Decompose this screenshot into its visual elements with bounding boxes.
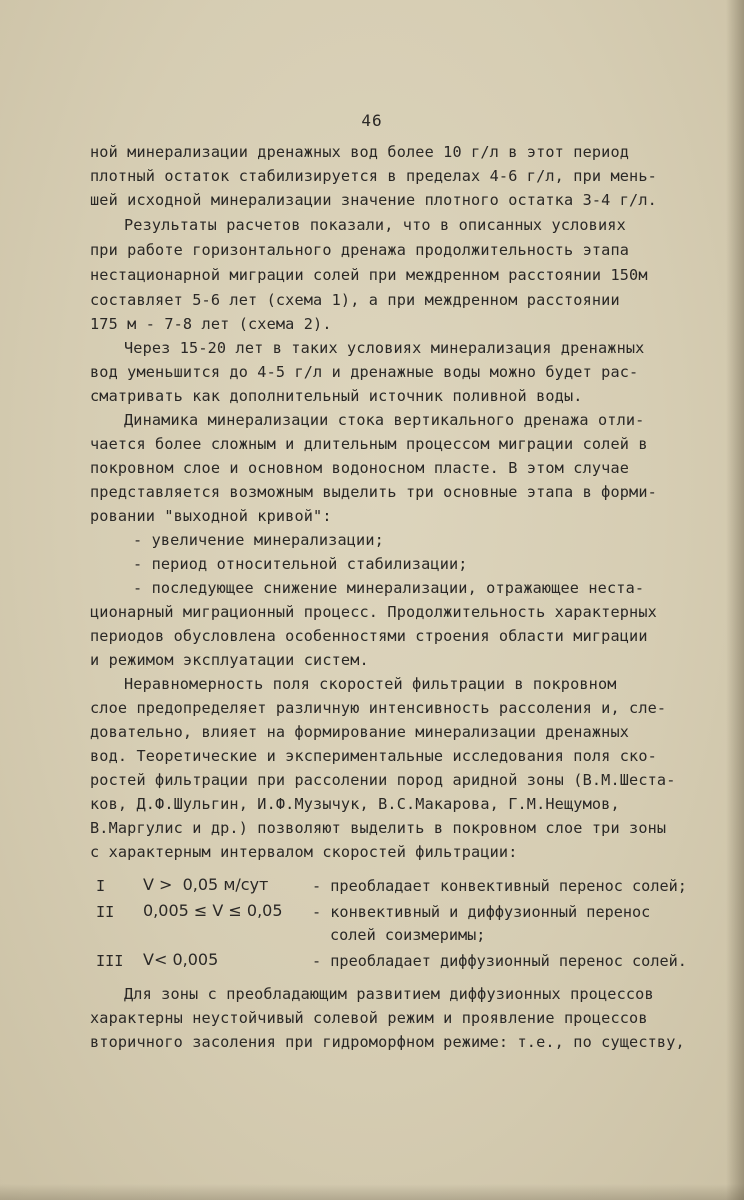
text-line: слое предопределяет различную интенсивность рассоления и, сле-	[90, 699, 667, 717]
text-line: нестационарной миграции солей при междренном расстоянии 150м	[90, 266, 648, 284]
text-line: - увеличение минерализации;	[133, 531, 384, 549]
text-line: ровании "выходной кривой":	[90, 507, 332, 525]
text-line: ционарный миграционный процесс. Продолжительность характерных	[90, 603, 657, 621]
text-line: сматривать как дополнительный источник поливной воды.	[90, 387, 583, 405]
text-line: покровном слое и основном водоносном пласте. В этом случае	[90, 459, 630, 477]
zone-condition: V > 0,05 м/сут	[143, 875, 269, 894]
text-line: шей исходной минерализации значение плотного остатка 3-4 г/л.	[90, 191, 657, 209]
text-line: - последующее снижение минерализации, отражающее неста-	[133, 579, 645, 597]
text-line: Для зоны с преобладающим развитием диффузионных процессов	[124, 985, 654, 1003]
zone-numeral: II	[96, 903, 115, 921]
text-line: вторичного засоления при гидроморфном режиме: т.е., по существу,	[90, 1033, 685, 1051]
page-number: 46	[361, 111, 383, 130]
text-line: Через 15-20 лет в таких условиях минерализация дренажных	[124, 339, 645, 357]
zone-description: - преобладает конвективный перенос солей;	[312, 877, 687, 895]
text-line: периодов обусловлена особенностями строения области миграции	[90, 627, 648, 645]
zone-numeral: III	[96, 952, 124, 970]
zone-description: - преобладает диффузионный перенос солей.	[312, 952, 687, 970]
text-line: Неравномерность поля скоростей фильтрации в покровном	[124, 675, 617, 693]
page-bottom-shadow	[0, 1184, 744, 1200]
zone-description: - конвективный и диффузионный перенос	[312, 903, 651, 921]
zone-numeral: I	[96, 877, 106, 895]
page-edge-shadow	[726, 0, 744, 1200]
text-line: чается более сложным и длительным процессом миграции солей в	[90, 435, 648, 453]
text-line: Динамика минерализации стока вертикального дренажа отли-	[124, 411, 645, 429]
zone-condition: V< 0,005	[143, 950, 219, 969]
text-line: В.Маргулис и др.) позволяют выделить в покровном слое три зоны	[90, 819, 667, 837]
zone-condition: 0,005 ≤ V ≤ 0,05	[143, 901, 283, 920]
text-line: вод. Теоретические и экспериментальные исследования поля ско-	[90, 747, 657, 765]
text-line: и режимом эксплуатации систем.	[90, 651, 369, 669]
text-line: составляет 5-6 лет (схема 1), а при междренном расстоянии	[90, 291, 620, 309]
text-line: с характерным интервалом скоростей фильтрации:	[90, 843, 518, 861]
text-line: ростей фильтрации при рассолении пород аридной зоны (В.М.Шеста-	[90, 771, 676, 789]
text-line: ной минерализации дренажных вод более 10 г/л в этот период	[90, 143, 630, 161]
text-line: ков, Д.Ф.Шульгин, И.Ф.Музычук, В.С.Макарова, Г.М.Нещумов,	[90, 795, 620, 813]
text-line: плотный остаток стабилизируется в пределах 4-6 г/л, при мень-	[90, 167, 657, 185]
text-line: - период относительной стабилизации;	[133, 555, 468, 573]
text-line: при работе горизонтального дренажа продолжительность этапа	[90, 241, 630, 259]
text-line: характерны неустойчивый солевой режим и проявление процессов	[90, 1009, 648, 1027]
text-line: довательно, влияет на формирование минерализации дренажных	[90, 723, 630, 741]
text-line: 175 м - 7-8 лет (схема 2).	[90, 315, 332, 333]
text-line: вод уменьшится до 4-5 г/л и дренажные воды можно будет рас-	[90, 363, 639, 381]
zone-continuation: солей соизмеримы;	[330, 926, 486, 944]
text-line: Результаты расчетов показали, что в описанных условиях	[124, 216, 626, 234]
text-line: представляется возможным выделить три основные этапа в форми-	[90, 483, 657, 501]
